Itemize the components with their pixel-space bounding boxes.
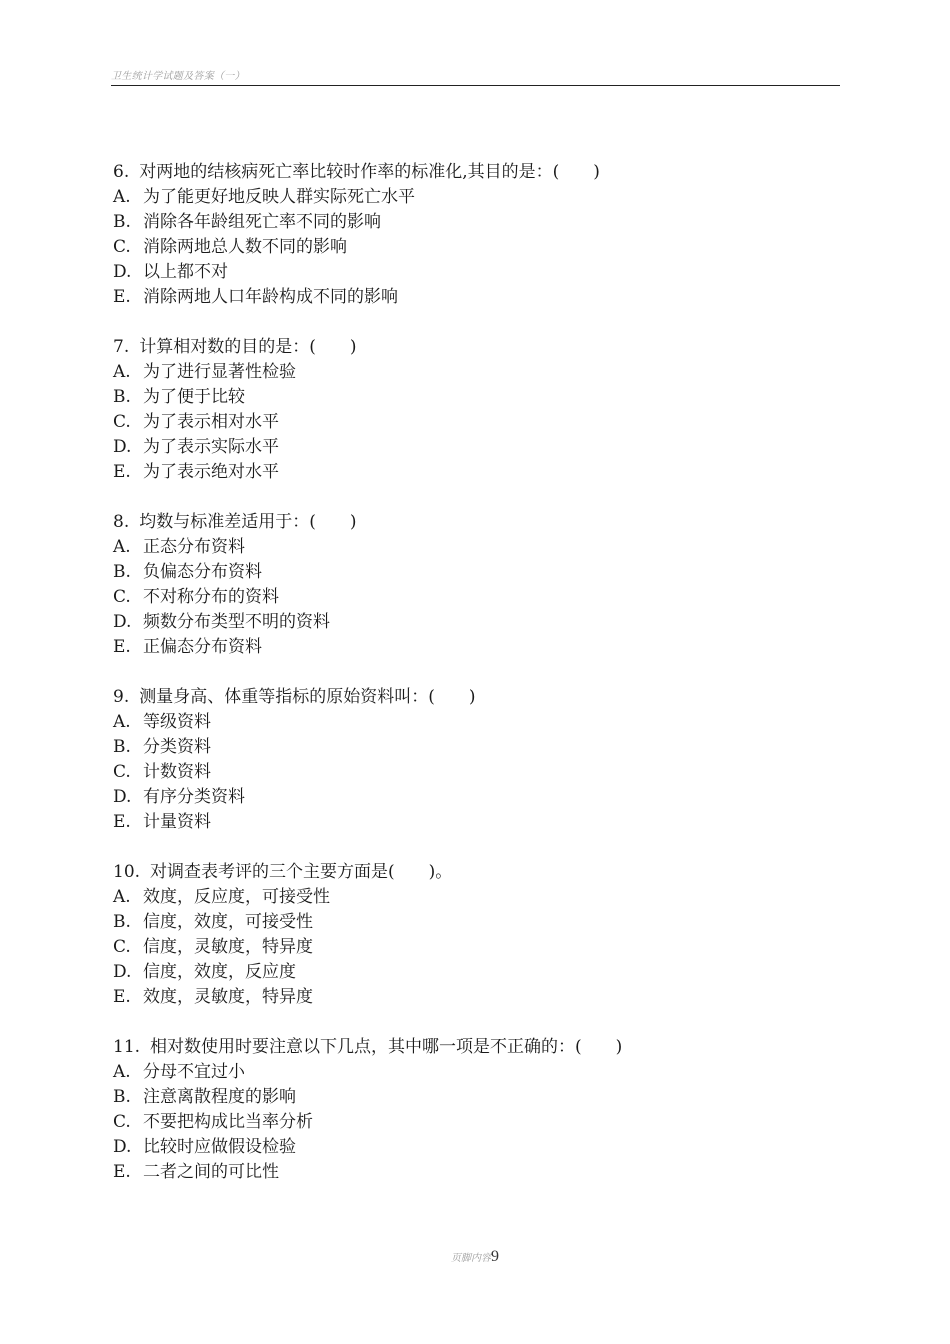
option-item: [113, 635, 833, 660]
option-item: [113, 235, 833, 260]
option-letter: C.: [113, 237, 131, 257]
question-stem: [113, 1035, 833, 1060]
option-text: 效度，反应度，可接受性: [143, 887, 330, 907]
option-item: [113, 1160, 833, 1185]
option-text: 为了表示绝对水平: [143, 462, 279, 482]
option-letter: D.: [113, 437, 132, 457]
option-item: [113, 710, 833, 735]
option-text: 信度，效度，反应度: [143, 962, 296, 982]
option-item: [113, 535, 833, 560]
question-block: [113, 335, 833, 485]
option-text: 信度，灵敏度，特异度: [143, 937, 313, 957]
option-item: [113, 985, 833, 1010]
question-block: [113, 510, 833, 660]
option-item: [113, 735, 833, 760]
option-text: 频数分布类型不明的资料: [143, 612, 330, 632]
option-item: [113, 910, 833, 935]
option-text: 为了表示相对水平: [143, 412, 279, 432]
question-text: 均数与标准差适用于：( ): [139, 512, 357, 532]
option-text: 为了便于比较: [143, 387, 245, 407]
option-letter: D.: [113, 1137, 132, 1157]
option-text: 负偏态分布资料: [143, 562, 262, 582]
option-item: [113, 760, 833, 785]
option-item: [113, 785, 833, 810]
question-stem: [113, 685, 833, 710]
option-letter: C.: [113, 937, 131, 957]
option-item: [113, 810, 833, 835]
option-letter: C.: [113, 587, 131, 607]
option-letter: B.: [113, 1087, 131, 1107]
option-text: 不对称分布的资料: [143, 587, 279, 607]
question-stem: [113, 860, 833, 885]
option-text: 分母不宜过小: [143, 1062, 245, 1082]
option-letter: E.: [113, 462, 131, 482]
option-letter: C.: [113, 412, 131, 432]
option-letter: A.: [113, 1062, 131, 1082]
option-letter: B.: [113, 912, 131, 932]
option-item: [113, 560, 833, 585]
question-list: [113, 160, 833, 1210]
option-letter: A.: [113, 537, 131, 557]
option-letter: C.: [113, 1112, 131, 1132]
option-text: 计数资料: [143, 762, 211, 782]
option-letter: E.: [113, 1162, 131, 1182]
option-text: 有序分类资料: [143, 787, 245, 807]
question-stem: [113, 335, 833, 360]
option-letter: E.: [113, 987, 131, 1007]
option-text: 计量资料: [143, 812, 211, 832]
option-item: [113, 1060, 833, 1085]
option-item: [113, 210, 833, 235]
question-text: 计算相对数的目的是：( ): [139, 337, 357, 357]
option-letter: A.: [113, 187, 131, 207]
page-footer: [0, 1246, 950, 1266]
question-stem: [113, 160, 833, 185]
option-item: [113, 1135, 833, 1160]
question-text: 对调查表考评的三个主要方面是( )。: [150, 862, 453, 882]
option-text: 以上都不对: [143, 262, 228, 282]
option-item: [113, 610, 833, 635]
option-text: 比较时应做假设检验: [143, 1137, 296, 1157]
option-item: [113, 1110, 833, 1135]
header-title: 卫生统计学试题及答案（一）: [111, 71, 245, 82]
option-letter: E.: [113, 812, 131, 832]
option-item: [113, 360, 833, 385]
option-text: 分类资料: [143, 737, 211, 757]
option-text: 消除两地总人数不同的影响: [143, 237, 347, 257]
question-number: 7.: [113, 337, 130, 357]
question-block: [113, 860, 833, 1010]
footer-label: 页脚内容: [451, 1253, 491, 1264]
option-item: [113, 1085, 833, 1110]
option-item: [113, 960, 833, 985]
question-text: 对两地的结核病死亡率比较时作率的标准化,其目的是：( ): [139, 162, 600, 182]
page-header: [111, 64, 840, 86]
question-block: [113, 1035, 833, 1185]
option-letter: D.: [113, 962, 132, 982]
option-letter: A.: [113, 362, 131, 382]
option-text: 为了进行显著性检验: [143, 362, 296, 382]
option-letter: E.: [113, 637, 131, 657]
option-item: [113, 585, 833, 610]
option-item: [113, 935, 833, 960]
option-letter: B.: [113, 212, 131, 232]
question-number: 6.: [113, 162, 130, 182]
option-text: 二者之间的可比性: [143, 1162, 279, 1182]
question-text: 测量身高、体重等指标的原始资料叫：( ): [139, 687, 476, 707]
question-stem: [113, 510, 833, 535]
option-text: 注意离散程度的影响: [143, 1087, 296, 1107]
option-letter: D.: [113, 262, 132, 282]
option-letter: B.: [113, 562, 131, 582]
option-text: 正态分布资料: [143, 537, 245, 557]
option-text: 信度，效度，可接受性: [143, 912, 313, 932]
question-block: [113, 685, 833, 835]
option-item: [113, 460, 833, 485]
page-number: 9: [491, 1248, 499, 1265]
option-text: 等级资料: [143, 712, 211, 732]
option-item: [113, 260, 833, 285]
option-item: [113, 435, 833, 460]
option-letter: D.: [113, 787, 132, 807]
option-item: [113, 185, 833, 210]
option-text: 为了表示实际水平: [143, 437, 279, 457]
option-letter: C.: [113, 762, 131, 782]
option-text: 消除两地人口年龄构成不同的影响: [143, 287, 398, 307]
option-item: [113, 385, 833, 410]
option-letter: B.: [113, 737, 131, 757]
option-letter: B.: [113, 387, 131, 407]
option-letter: E.: [113, 287, 131, 307]
option-item: [113, 885, 833, 910]
option-text: 正偏态分布资料: [143, 637, 262, 657]
question-number: 8.: [113, 512, 130, 532]
option-text: 效度，灵敏度，特异度: [143, 987, 313, 1007]
option-letter: A.: [113, 887, 131, 907]
question-text: 相对数使用时要注意以下几点，其中哪一项是不正确的：( ): [150, 1037, 623, 1057]
question-number: 10.: [113, 862, 141, 882]
question-block: [113, 160, 833, 310]
option-text: 不要把构成比当率分析: [143, 1112, 313, 1132]
option-item: [113, 410, 833, 435]
option-text: 消除各年龄组死亡率不同的影响: [143, 212, 381, 232]
question-number: 9.: [113, 687, 130, 707]
option-text: 为了能更好地反映人群实际死亡水平: [143, 187, 415, 207]
option-letter: D.: [113, 612, 132, 632]
option-item: [113, 285, 833, 310]
option-letter: A.: [113, 712, 131, 732]
question-number: 11.: [113, 1037, 141, 1057]
